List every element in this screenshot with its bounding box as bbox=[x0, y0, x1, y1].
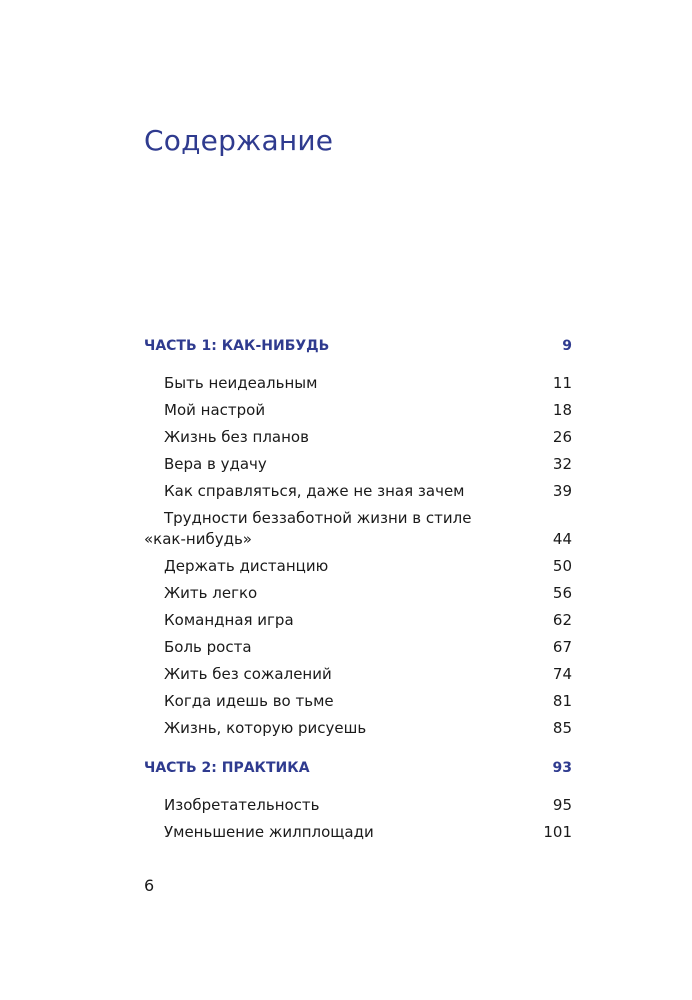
entry-title: Уменьшение жилплощади bbox=[164, 823, 374, 841]
toc-entry[interactable] bbox=[144, 715, 572, 742]
table-of-contents bbox=[144, 338, 572, 846]
page-number: 6 bbox=[144, 876, 155, 895]
part-entries bbox=[144, 370, 572, 742]
entry-title: Командная игра bbox=[164, 611, 294, 629]
page-title: Содержание bbox=[144, 124, 334, 157]
entry-title-line-1: Трудности беззаботной жизни в стиле bbox=[164, 509, 472, 527]
entry-title: Когда идешь во тьме bbox=[164, 692, 334, 710]
toc-entry[interactable] bbox=[144, 505, 572, 553]
part-page-number: 9 bbox=[562, 338, 572, 354]
part-page-number: 93 bbox=[552, 760, 572, 776]
entry-title: Жизнь, которую рисуешь bbox=[164, 719, 367, 737]
entry-title: Жить легко bbox=[164, 584, 258, 602]
part-title: ЧАСТЬ 1: КАК-НИБУДЬ bbox=[144, 338, 330, 354]
entry-page-number: 95 bbox=[552, 796, 572, 814]
toc-entry[interactable] bbox=[144, 424, 572, 451]
entry-title: Быть неидеальным bbox=[164, 374, 318, 392]
entry-page-number: 32 bbox=[552, 455, 572, 473]
entry-title: Как справляться, даже не зная зачем bbox=[164, 482, 465, 500]
entry-page-number: 44 bbox=[552, 530, 572, 548]
entry-page-number: 101 bbox=[543, 823, 572, 841]
entry-page-number: 62 bbox=[552, 611, 572, 629]
entry-title bbox=[144, 508, 471, 550]
toc-entry[interactable] bbox=[144, 661, 572, 688]
entry-title: Вера в удачу bbox=[164, 455, 267, 473]
entry-title: Боль роста bbox=[164, 638, 252, 656]
entry-title: Мой настрой bbox=[164, 401, 266, 419]
toc-entry[interactable] bbox=[144, 370, 572, 397]
entry-page-number: 74 bbox=[552, 665, 572, 683]
entry-page-number: 81 bbox=[552, 692, 572, 710]
part-entries bbox=[144, 792, 572, 846]
entry-title: Изобретательность bbox=[164, 796, 320, 814]
toc-entry[interactable] bbox=[144, 607, 572, 634]
part-heading[interactable] bbox=[144, 760, 572, 782]
entry-page-number: 39 bbox=[552, 482, 572, 500]
toc-entry[interactable] bbox=[144, 634, 572, 661]
entry-title: Держать дистанцию bbox=[164, 557, 329, 575]
entry-page-number: 56 bbox=[552, 584, 572, 602]
toc-entry[interactable] bbox=[144, 819, 572, 846]
toc-entry[interactable] bbox=[144, 688, 572, 715]
entry-page-number: 11 bbox=[552, 374, 572, 392]
part-heading[interactable] bbox=[144, 338, 572, 360]
part-title: ЧАСТЬ 2: ПРАКТИКА bbox=[144, 760, 310, 776]
entry-title-line-2: «как-нибудь» bbox=[144, 530, 252, 548]
toc-entry[interactable] bbox=[144, 553, 572, 580]
entry-page-number: 26 bbox=[552, 428, 572, 446]
toc-entry[interactable] bbox=[144, 451, 572, 478]
toc-entry[interactable] bbox=[144, 478, 572, 505]
toc-entry[interactable] bbox=[144, 580, 572, 607]
toc-entry[interactable] bbox=[144, 792, 572, 819]
entry-page-number: 18 bbox=[552, 401, 572, 419]
entry-page-number: 67 bbox=[552, 638, 572, 656]
entry-page-number: 85 bbox=[552, 719, 572, 737]
entry-title: Жизнь без планов bbox=[164, 428, 309, 446]
toc-entry[interactable] bbox=[144, 397, 572, 424]
entry-page-number: 50 bbox=[552, 557, 572, 575]
entry-title: Жить без сожалений bbox=[164, 665, 332, 683]
